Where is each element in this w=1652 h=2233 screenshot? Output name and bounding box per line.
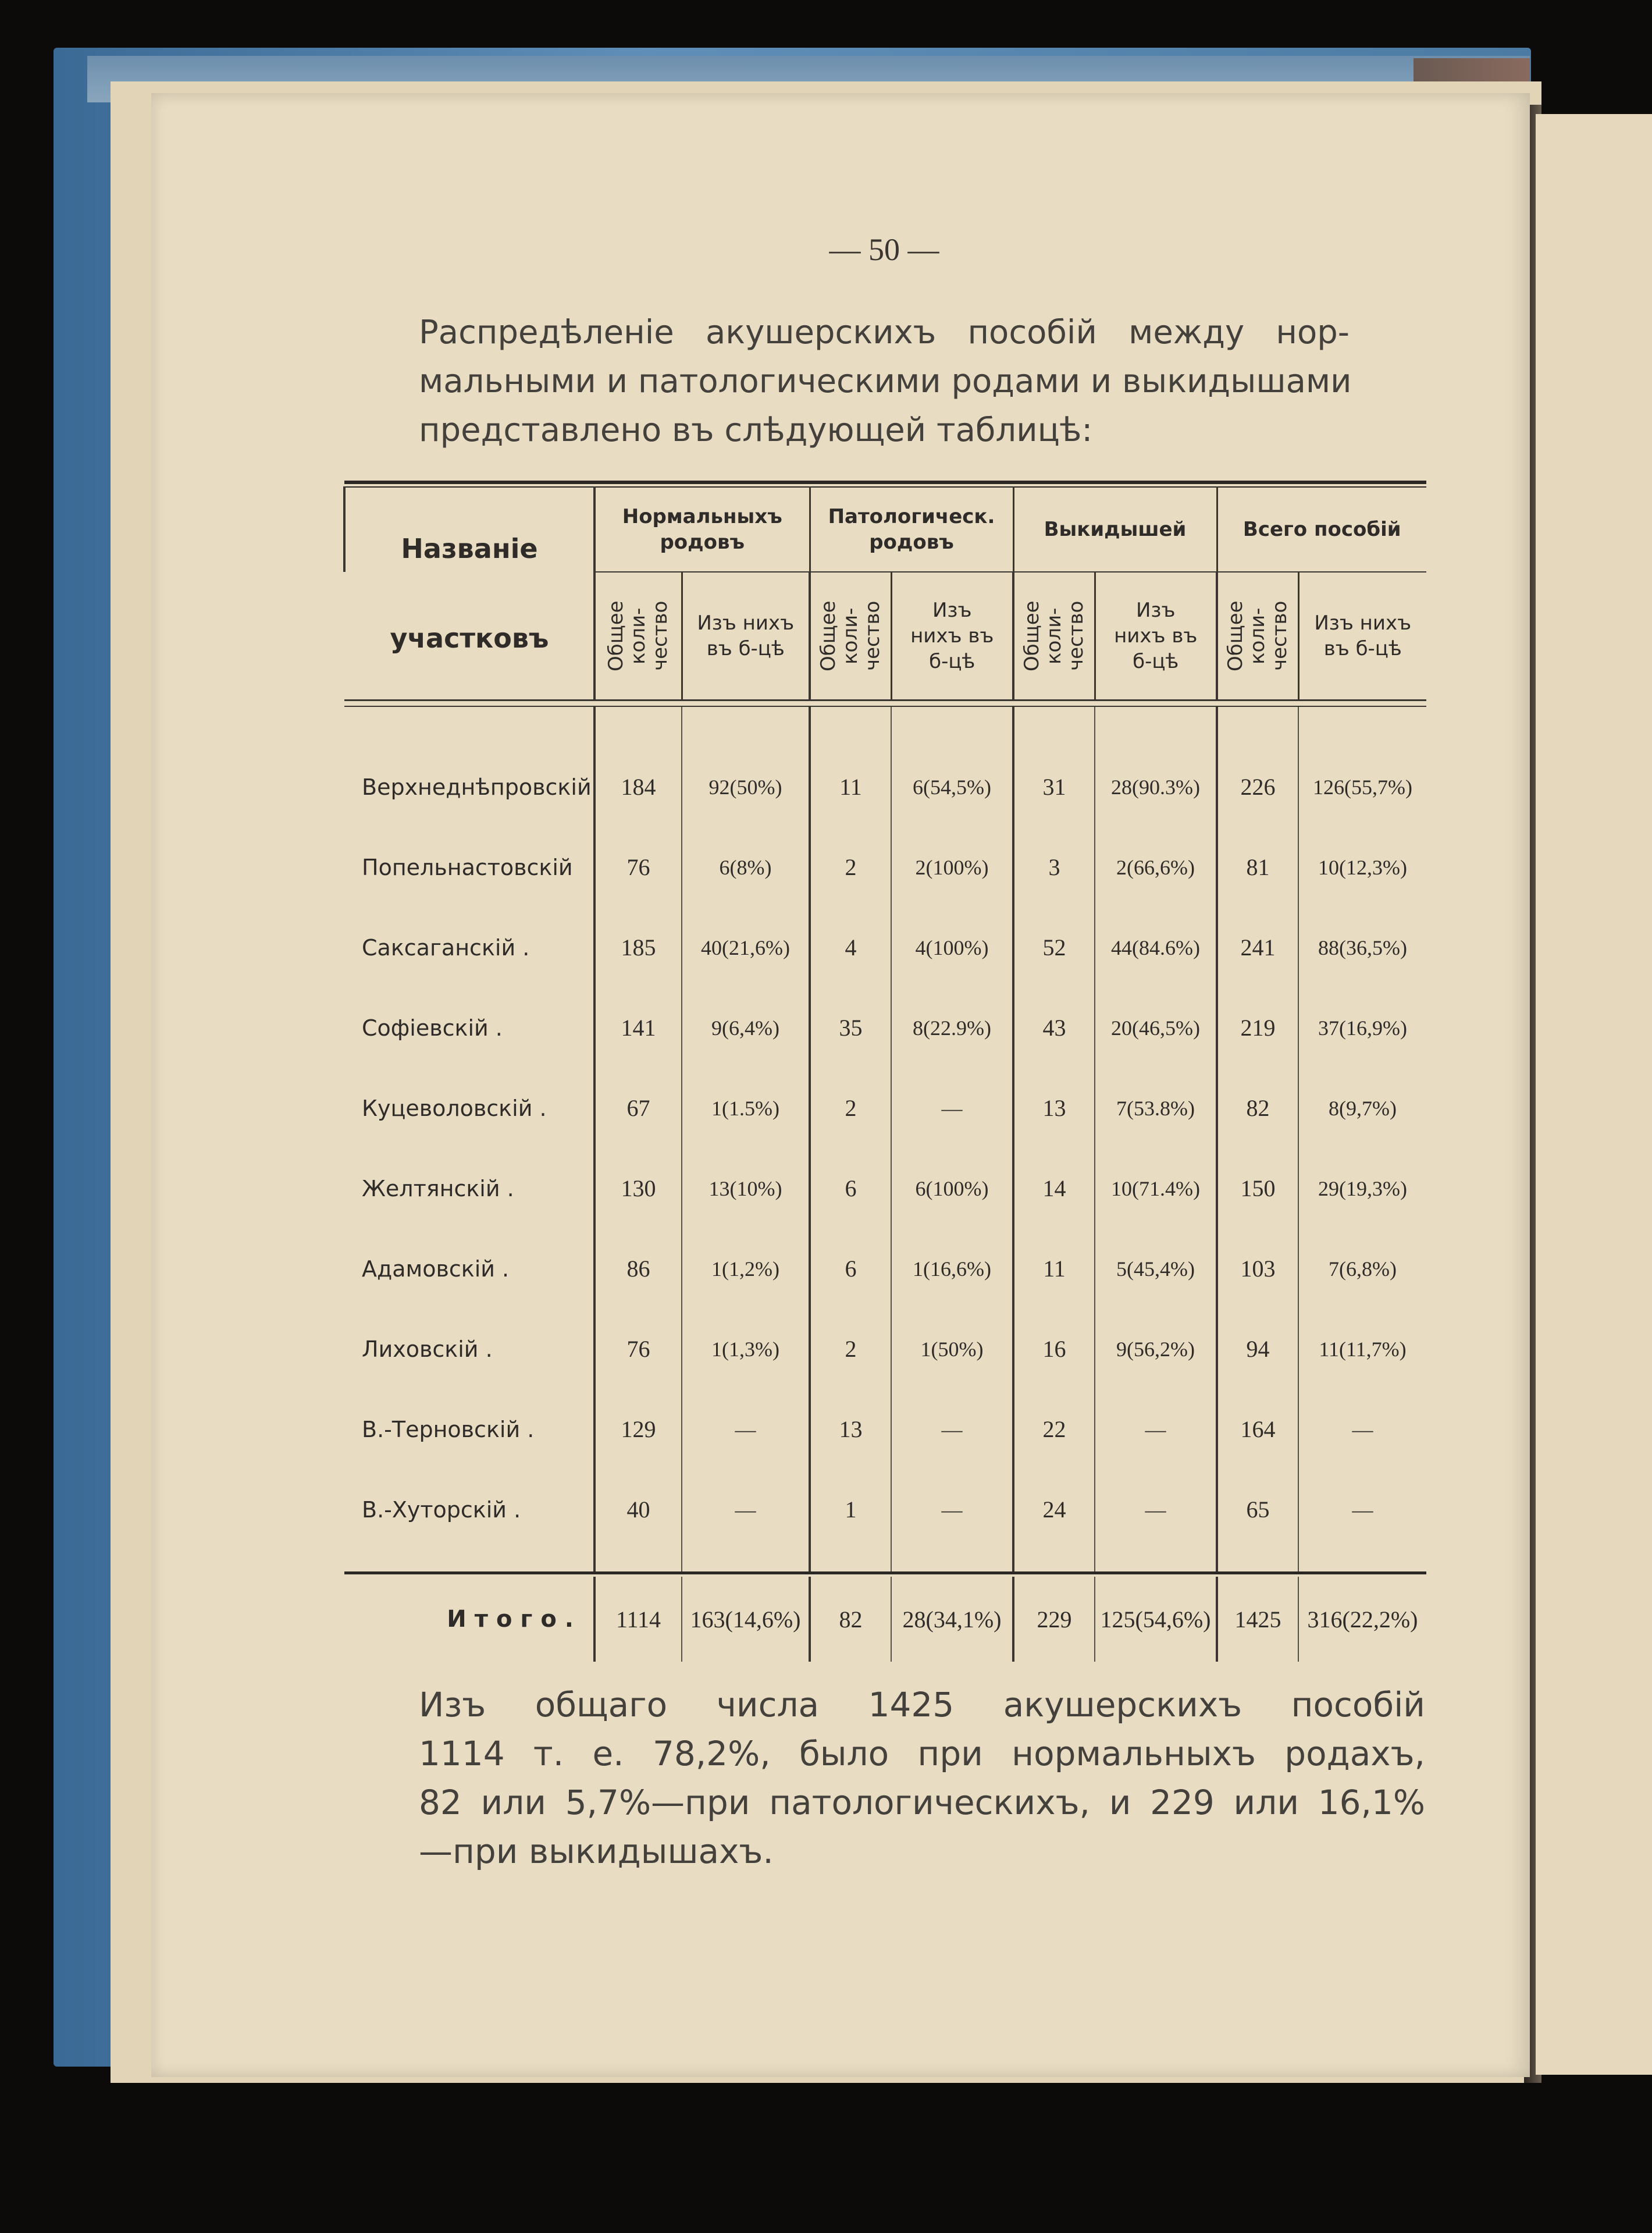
column-header-name: Названіе [401,532,538,564]
cell-all-total: 65 [1217,1470,1298,1550]
cell-pathological-hospital: 4(100%) [891,908,1013,988]
table-row [344,827,1426,908]
cell-all-total: 94 [1217,1309,1298,1389]
cell-all-hospital: 37(16,9%) [1318,1016,1407,1040]
cell-miscarriage-hospital: 28(90.3%) [1095,747,1217,827]
cell-miscarriage-hospital: — [1095,1389,1217,1470]
group-header-miscarriage: Выкидышей [1013,487,1217,572]
cell-miscarriage-total: 31 [1013,747,1095,827]
cell-miscarriage-hospital: 125(54,6%) [1095,1577,1217,1662]
cell-miscarriage-hospital: 10(71.4%) [1095,1148,1217,1229]
cell-all-hospital: 10(12,3%) [1318,855,1407,879]
cell-miscarriage-hospital: 20(46,5%) [1095,988,1217,1068]
cell-pathological-total: 35 [810,988,891,1068]
cell-pathological-total: 2 [810,827,891,908]
cell-all-total: 219 [1217,988,1298,1068]
cell-normal-total: 129 [594,1389,682,1470]
cell-normal-hospital: 13(10%) [682,1148,810,1229]
cell-normal-total: 184 [594,747,682,827]
cell-normal-total: 86 [594,1229,682,1309]
cell-all-hospital: 126(55,7%) [1313,775,1412,799]
table-row [344,1309,1426,1389]
cell-pathological-hospital: 1(50%) [891,1309,1013,1389]
cell-all-hospital: 7(6,8%) [1329,1257,1397,1281]
cell-all-hospital: 88(36,5%) [1318,936,1407,959]
subheader-total: Общее коли- чество [817,600,885,671]
cell-pathological-hospital: 6(54,5%) [891,747,1013,827]
cell-pathological-hospital: 2(100%) [891,827,1013,908]
subheader-hospital: Изъ нихъ въ б-цѣ [682,572,810,700]
cell-normal-total: 76 [594,827,682,908]
outro-paragraph [419,1680,1425,1876]
cell-pathological-total: 1 [810,1470,891,1550]
subheader-total: Общее коли- чество [1224,600,1292,671]
cell-pathological-hospital: — [891,1470,1013,1550]
cell-all-total: 103 [1217,1229,1298,1309]
cell-normal-hospital: — [682,1470,810,1550]
cell-all-hospital: 316(22,2%) [1307,1606,1418,1633]
cell-pathological-total: 13 [810,1389,891,1470]
district-name: В.-Терновскій . [344,1389,594,1470]
cell-pathological-hospital: 6(100%) [891,1148,1013,1229]
cell-normal-total: 40 [594,1470,682,1550]
cell-normal-hospital: 1(1,2%) [682,1229,810,1309]
subheader-hospital: Изъ нихъ въ б-цѣ [891,572,1013,700]
table-row [344,1148,1426,1229]
cell-normal-total: 141 [594,988,682,1068]
cell-all-total: 81 [1217,827,1298,908]
cell-pathological-total: 2 [810,1309,891,1389]
cell-pathological-hospital: 28(34,1%) [891,1577,1013,1662]
cell-all-total: 241 [1217,908,1298,988]
intro-line: представлено въ слѣдующей таблицѣ: [419,411,1093,449]
cell-normal-total: 185 [594,908,682,988]
group-header-pathological: Патологическ. родовъ [810,487,1013,572]
facing-page [1536,114,1652,2075]
cell-miscarriage-total: 24 [1013,1470,1095,1550]
outro-line: —при выкидышахъ. [419,1832,774,1871]
page-number: — 50 — [829,232,939,267]
cell-pathological-total: 6 [810,1229,891,1309]
cell-miscarriage-hospital: 5(45,4%) [1095,1229,1217,1309]
data-table [343,481,1425,1651]
intro-line: мальными и патологическими родами и выкидышами [419,362,1352,400]
cell-normal-hospital: 40(21,6%) [682,908,810,988]
cell-miscarriage-total: 22 [1013,1389,1095,1470]
table-row [344,1470,1426,1550]
intro-line: Распредѣленіе акушерскихъ пособій между нор- [419,314,1350,351]
outro-line: Изъ общаго числа 1425 акушерскихъ пособій [419,1685,1425,1724]
cell-all-total: 164 [1217,1389,1298,1470]
table-row [344,908,1426,988]
cell-pathological-total: 4 [810,908,891,988]
cell-normal-hospital: 1(1,3%) [682,1309,810,1389]
total-label: Итого. [344,1577,594,1662]
cell-normal-total: 76 [594,1309,682,1389]
district-name: Саксаганскій . [344,908,594,988]
cell-miscarriage-total: 229 [1013,1577,1095,1662]
cell-pathological-total: 2 [810,1068,891,1148]
cell-normal-total: 130 [594,1148,682,1229]
cell-miscarriage-total: 16 [1013,1309,1095,1389]
cell-all-total: 82 [1217,1068,1298,1148]
outro-line: 82 или 5,7%—при патологическихъ, и 229 или 16,1% [419,1783,1425,1822]
table-row [344,1068,1426,1148]
cell-miscarriage-hospital: 44(84.6%) [1095,908,1217,988]
subheader-hospital: Изъ нихъ въ б-цѣ [1095,572,1217,700]
subheader-total: Общее коли- чество [1020,600,1088,671]
cell-miscarriage-total: 14 [1013,1148,1095,1229]
cell-miscarriage-total: 11 [1013,1229,1095,1309]
table-row [344,988,1426,1068]
cell-pathological-hospital: 8(22.9%) [891,988,1013,1068]
cell-normal-total: 67 [594,1068,682,1148]
cell-all-hospital: 11(11,7%) [1319,1337,1407,1361]
district-name: Софіевскій . [344,988,594,1068]
district-name: Лиховскій . [344,1309,594,1389]
cell-all-hospital: — [1352,1498,1373,1521]
cell-miscarriage-total: 3 [1013,827,1095,908]
district-name: Желтянскій . [344,1148,594,1229]
table-row [344,1229,1426,1309]
cell-all-total: 226 [1217,747,1298,827]
district-name: В.-Хуторскій . [344,1470,594,1550]
cell-normal-hospital: 1(1.5%) [682,1068,810,1148]
subheader-total: Общее коли- чество [604,600,672,671]
cell-pathological-hospital: — [891,1389,1013,1470]
cell-miscarriage-hospital: 2(66,6%) [1095,827,1217,908]
cell-pathological-hospital: — [891,1068,1013,1148]
group-header-total: Всего пособій [1217,487,1426,572]
cell-pathological-hospital: 1(16,6%) [891,1229,1013,1309]
cell-normal-hospital: 92(50%) [682,747,810,827]
cell-normal-hospital: 163(14,6%) [682,1577,810,1662]
district-name: Куцеволовскій . [344,1068,594,1148]
total-row [344,1577,1426,1662]
cell-miscarriage-hospital: — [1095,1470,1217,1550]
group-header-normal: Нормальныхъ родовъ [594,487,810,572]
cell-normal-hospital: 9(6,4%) [682,988,810,1068]
column-header-name: участковъ [390,622,549,654]
cell-miscarriage-total: 43 [1013,988,1095,1068]
cell-all-hospital: 8(9,7%) [1329,1096,1397,1120]
table-row [344,747,1426,827]
cell-pathological-total: 6 [810,1148,891,1229]
cell-miscarriage-total: 13 [1013,1068,1095,1148]
cell-all-total: 1425 [1217,1577,1298,1662]
cell-pathological-total: 82 [810,1577,891,1662]
outro-line: 1114 т. е. 78,2%, было при нормальныхъ родахъ, [419,1734,1425,1773]
cell-normal-hospital: — [682,1389,810,1470]
district-name: Попельнастовскій [344,827,594,908]
cell-miscarriage-hospital: 9(56,2%) [1095,1309,1217,1389]
cell-miscarriage-total: 52 [1013,908,1095,988]
table-row [344,1389,1426,1470]
cell-all-total: 150 [1217,1148,1298,1229]
intro-paragraph [419,308,1350,455]
cell-all-hospital: — [1352,1417,1373,1441]
district-name: Адамовскій . [344,1229,594,1309]
subheader-hospital: Изъ нихъ въ б-цѣ [1314,611,1412,660]
district-name: Верхнеднѣпровскій [344,747,594,827]
cell-pathological-total: 11 [810,747,891,827]
cell-normal-total: 1114 [594,1577,682,1662]
cell-all-hospital: 29(19,3%) [1318,1176,1407,1200]
cell-normal-hospital: 6(8%) [682,827,810,908]
cell-miscarriage-hospital: 7(53.8%) [1095,1068,1217,1148]
